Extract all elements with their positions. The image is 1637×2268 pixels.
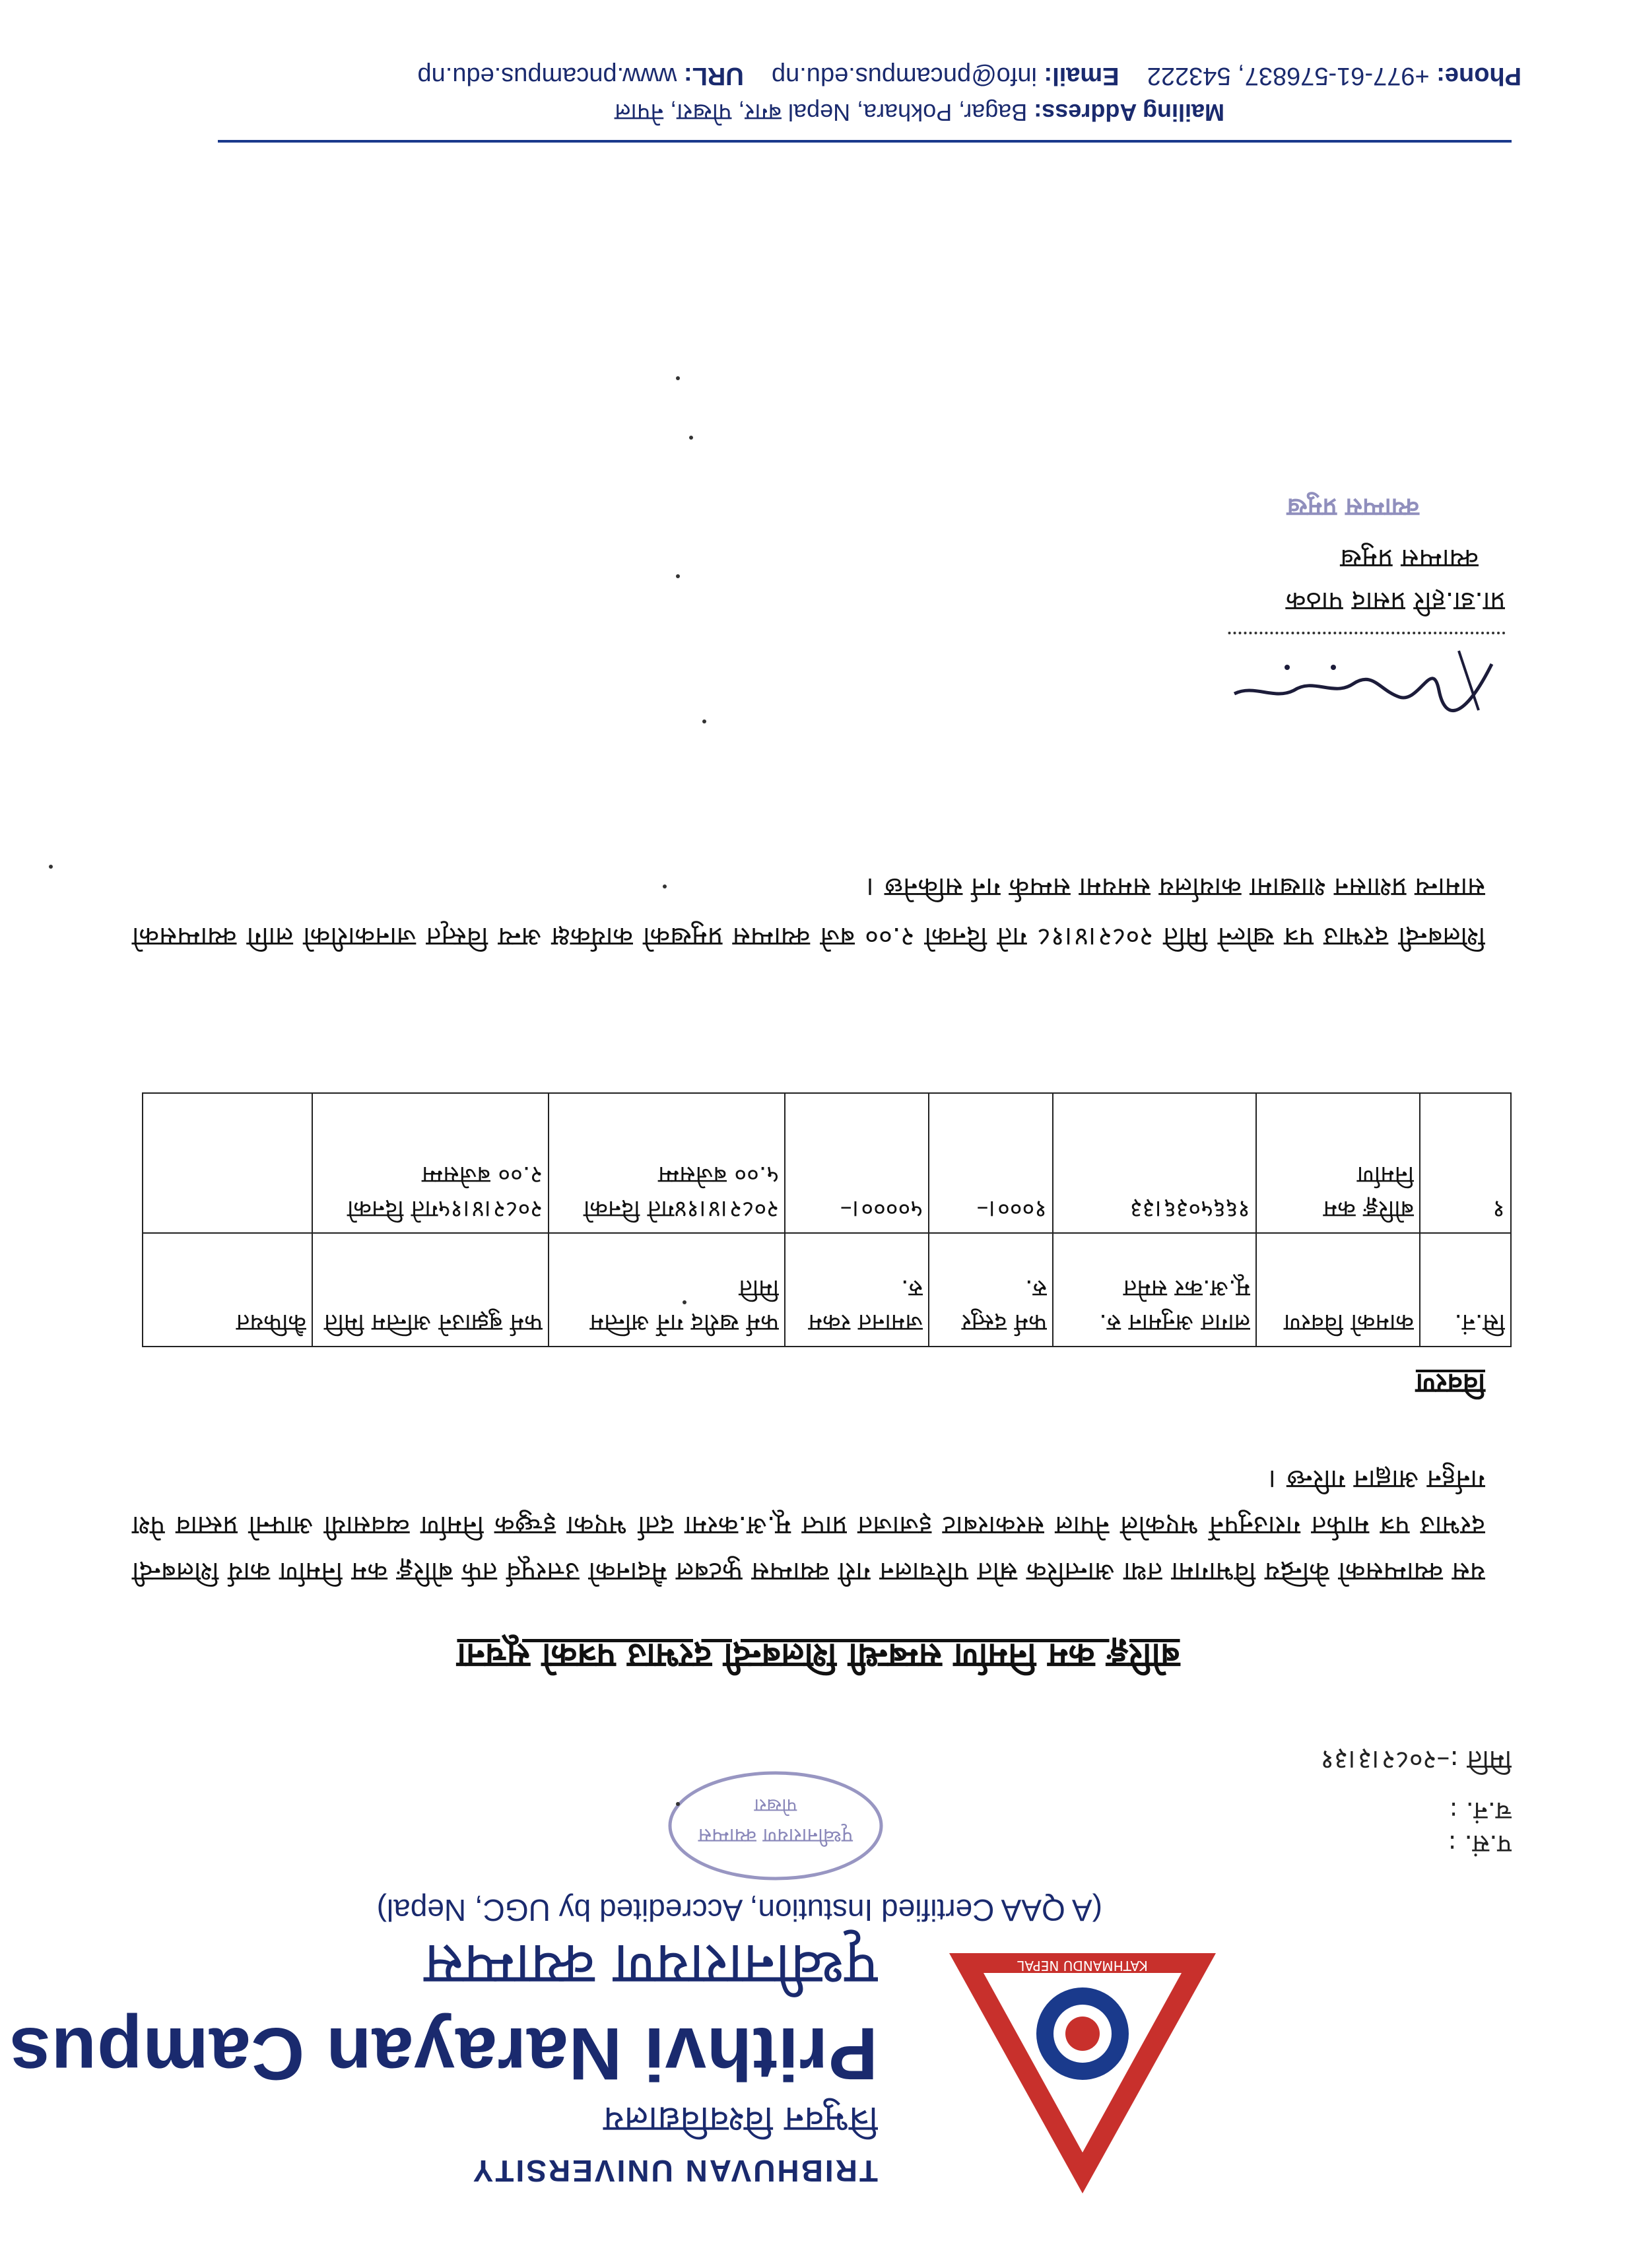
url-label: URL:	[683, 62, 744, 90]
row-work-description: बोरिङ्ग कम निर्माण	[1256, 1093, 1420, 1233]
closing-paragraph: शिलबन्दी दरभाउ पत्र खोल्ने मिति २०८२।४।१८ गते दिनको २.०० बजे क्याम्पस प्रमुखको कार्यकक्ष अन्य विस्तृत जानकारीको लागि क्याम्पसको सामान्य प्रशासन शाखामा कार्यालय समयमा सम्पर्क गर्न सकिनेछ ।	[132, 872, 1485, 952]
university-name-en: TRIBHUVAN UNIVERSITY	[471, 2154, 878, 2188]
scan-speck	[683, 1300, 686, 1304]
logo-bottom-text: KATHMANDU NEPAL	[1017, 1958, 1148, 1974]
stamp-line-1: पृथ्वीनारायण क्याम्पस	[698, 1824, 853, 1847]
office-stamp	[667, 1766, 885, 1885]
notice-title: बोरिङ्ग कम निर्माण सम्बन्धी शिलबन्दी दरभाउ पत्रको सूचना	[457, 1636, 1180, 1675]
handwritten-signature	[1221, 644, 1505, 730]
table-header-row	[143, 1233, 1511, 1347]
tribhuvan-university-emblem-icon	[944, 1948, 1221, 2199]
footer-divider	[218, 140, 1512, 143]
signature-dotted-line	[1228, 632, 1505, 634]
notice-body-paragraph: यस क्याम्पसको केन्द्रिय विभागमा तथा आन्तरिक स्रोत परिचालन गरी क्याम्पस फुटबल मैदानको उत्तरपूर्व तर्फ बोरिङ्ग कम निर्माण कार्य शिलबन्दी दरभाउ पत्र मार्फत गराउनुपर्ने भएकोले नेपाल सरकारबाट इजाजत प्राप्त मू.अ.करमा दर्ता भएका इच्छुक निर्माण व्यवसायी आफ्नो प्रस्ताव पेश गर्नहुन आह्वान गरिन्छ ।	[132, 1464, 1485, 1587]
row-submission-deadline: २०८२।४।१५गते दिनको २.०० बजेसम्म	[312, 1093, 549, 1233]
signatory-name: प्रा.डा.हरि प्रसाद पाठक	[1285, 586, 1505, 617]
scan-speck	[676, 574, 680, 578]
table-row	[143, 1093, 1511, 1233]
signatory-stamp: क्याम्पस प्रमुख	[1286, 493, 1419, 522]
dispatch-number-label: च.नं. :	[1449, 1797, 1512, 1826]
scan-speck	[702, 719, 706, 723]
table-header-cell: कैफियत	[143, 1233, 312, 1347]
mailing-value: Bagar, Pokhara, Nepal बगर, पोखरा, नेपाल	[615, 99, 1028, 126]
scan-speck	[689, 436, 693, 440]
row-cost-estimate: १६६५०३६।३३	[1053, 1093, 1256, 1233]
detail-heading: विवरण	[1415, 1368, 1485, 1400]
tender-details-table	[142, 1092, 1512, 1347]
reference-number-label: प.सं. :	[1448, 1830, 1512, 1859]
campus-name-en: Prithvi Narayan Campus	[9, 2013, 878, 2095]
table-header-cell: फर्म खरीद गर्ने अन्तिम मिति	[549, 1233, 785, 1347]
phone-label: Phone:	[1436, 62, 1521, 90]
table-header-cell: जमानत रकम रु.	[785, 1233, 929, 1347]
notice-date: मिति :–२०८२।३।३१	[1320, 1745, 1512, 1775]
email-value: info@pncampus.edu.np	[771, 62, 1037, 90]
footer-contact	[418, 61, 1522, 90]
accreditation-line: (A QAA Certified Instution, Accredited by UGC, Nepal)	[376, 1893, 1102, 1927]
row-form-fee: १०००।–	[929, 1093, 1053, 1233]
row-purchase-deadline: २०८२।४।१४गते दिनको ५.०० बजेसम्म	[549, 1093, 785, 1233]
footer-mailing-address	[615, 97, 1224, 129]
scan-speck	[676, 1802, 680, 1806]
scan-speck	[676, 376, 680, 380]
table-header-cell: फर्म दस्तुर रु.	[929, 1233, 1053, 1347]
campus-name-np: पृथ्वीनारायण क्याम्पस	[424, 1931, 878, 1999]
scan-speck	[49, 865, 53, 869]
mailing-label: Mailing Address:	[1034, 99, 1224, 126]
row-serial-number: १	[1420, 1093, 1511, 1233]
signatory-title: क्याम्पस प्रमुख	[1340, 543, 1479, 574]
phone-value: +977-61-576837, 543222	[1147, 62, 1430, 90]
row-remarks	[143, 1093, 312, 1233]
stamp-line-2: पोखरा	[754, 1795, 797, 1817]
row-deposit-amount: ५००००।–	[785, 1093, 929, 1233]
table-header-cell: कामको विवरण	[1256, 1233, 1420, 1347]
university-name-np: त्रिभुवन विश्वविद्यालय	[603, 2099, 878, 2141]
url-value: www.pncampus.edu.np	[417, 62, 677, 90]
table-header-cell: सि.नं.	[1420, 1233, 1511, 1347]
table-header-cell: फर्म बुझाउने अन्तिम मिति	[312, 1233, 549, 1347]
table-header-cell: लागत अनुमान रु. मू.अ.कर समेत	[1053, 1233, 1256, 1347]
email-label: Email:	[1044, 62, 1119, 90]
scan-speck	[663, 884, 667, 888]
